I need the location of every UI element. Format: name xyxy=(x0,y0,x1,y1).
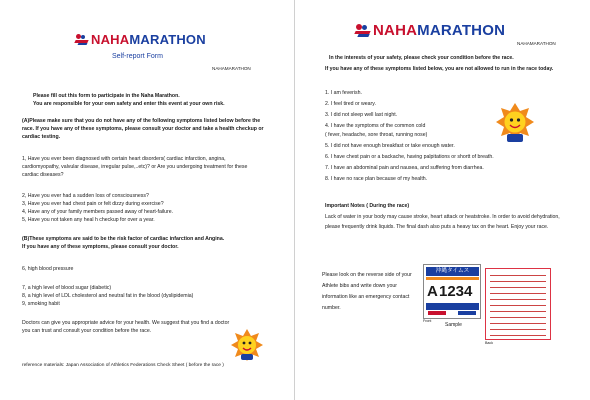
symptom-3: 3. I did not sleep well last night. xyxy=(325,112,398,118)
section-a-line-2: race. If you have any of these symptoms, please consult your doctor and take a health checkup or xyxy=(22,126,264,132)
mascot-icon xyxy=(495,102,535,144)
runner-logo-icon xyxy=(75,34,89,46)
mascot-icon xyxy=(230,328,264,362)
naha-marathon-logo xyxy=(75,32,206,47)
important-notes-line-2: please frequently drink liquids. The final dash also puts a heavy tax on the heart. Enjoy your race. xyxy=(325,224,549,230)
bib-instruction-line-3: information like an emergency contact xyxy=(322,294,410,300)
bib-back-label: Back xyxy=(485,341,493,345)
bib-sponsor-bar xyxy=(426,303,479,310)
question-8: 8, a high level of LDL cholesterol and neutral fat in the blood (dyslipidemia) xyxy=(22,293,194,299)
bib-instruction-line-4: number. xyxy=(322,305,341,311)
bib-blue-mark xyxy=(458,311,476,315)
runner-logo-icon xyxy=(355,24,371,38)
bib-prefix: A xyxy=(427,283,438,300)
bib-back-sample xyxy=(485,268,551,340)
section-b-line-1: (B)These symptoms are said to be the risk factor of cardiac infarction and Angina. xyxy=(22,236,225,242)
bib-number: 1234 xyxy=(439,283,473,300)
important-notes-title: Important Notes ( During the race) xyxy=(325,203,410,209)
logo-naha: NAHA xyxy=(91,32,130,47)
symptom-6: 6. I have chest pain or a backache, having palpitations or shortt of breath. xyxy=(325,154,494,160)
section-a-line-1: (A)Please make sure that you do not have any of the following symptoms listed below before the xyxy=(22,118,261,124)
right-intro-line-1: In the interests of your safety, please check your condition before the race. xyxy=(329,55,514,61)
question-9: 9, smoking habit xyxy=(22,301,60,307)
org-label: NAHAMARATHON xyxy=(212,66,251,71)
intro-line-1: Please fill out this form to participate in the Naha Marathon. xyxy=(33,93,180,99)
symptom-4: 4. I have the symptoms of the common cold xyxy=(325,123,426,129)
advice-line-1: Doctors can give you appropriate advice for your health. We suggest that you find a doctor xyxy=(22,320,230,326)
section-b-line-2: If you have any of these symptoms, please consult your doctor. xyxy=(22,244,179,250)
symptom-7: 7. I have an abdominal pain and nausea, and suffering from diarrhea. xyxy=(325,165,484,171)
important-notes-line-1: Lack of water in your body may cause stroke, heart attack or heatstroke. In order to avoid dehydration, xyxy=(325,214,560,220)
question-6: 6, high blood pressure xyxy=(22,266,74,272)
question-5: 5, Have you not taken any heal h checkup for over a year. xyxy=(22,217,155,223)
bib-front-sample xyxy=(423,264,481,319)
bib-instruction-line-1: Please look on the reverse side of your xyxy=(322,272,412,278)
bib-red-mark xyxy=(428,311,446,315)
bib-stripe xyxy=(426,277,479,280)
question-3: 3, Have you ever had chest pain or felt dizzy during exercise? xyxy=(22,201,164,207)
form-page-right xyxy=(295,0,590,400)
org-label-right: NAHAMARATHON xyxy=(517,41,556,46)
page-subtitle: Self-report Form xyxy=(112,53,163,60)
logo-marathon: MARATHON xyxy=(417,22,506,39)
intro-line-2: You are responsible for your own safety and enter this event at your own risk. xyxy=(33,101,225,107)
symptom-4-detail: ( fever, headache, sore throat, running nose) xyxy=(325,132,428,138)
question-1-line-2: cardiomyopathy, valvular disease, irregular pulse,..etc)? or Are you undergoing treatment for these xyxy=(22,164,248,170)
symptom-8: 8. I have no race plan because of my health. xyxy=(325,176,428,182)
question-4: 4, Have any of your family members passed away of heart-failure. xyxy=(22,209,174,215)
right-intro-line-2: If you have any of these symptoms listed below, you are not allowed to run in the race today. xyxy=(325,66,554,72)
symptom-2: 2. I feel tired or weary. xyxy=(325,101,376,107)
reference-note: reference materials: Japan Association of Athletics Federations Check Sheet ( before the race ) xyxy=(22,363,224,368)
bib-front-label: Front xyxy=(423,319,432,323)
sample-caption: Sample xyxy=(445,322,462,328)
question-2: 2, Have you ever had a sudden loss of consciousness? xyxy=(22,193,149,199)
question-1-line-3: cardiac diseases? xyxy=(22,172,64,178)
advice-line-2: you can trust and consult your condition before the race. xyxy=(22,328,152,334)
section-a-line-3: cardiac testing. xyxy=(22,134,61,140)
logo-naha: NAHA xyxy=(373,22,418,39)
naha-marathon-logo-right xyxy=(355,22,505,39)
logo-marathon: MARATHON xyxy=(129,32,206,47)
bib-brand: 沖縄タイムス xyxy=(426,267,479,276)
symptom-1: 1. I am feverish. xyxy=(325,90,362,96)
bib-instruction-line-2: Athlete bibs and write down your xyxy=(322,283,397,289)
symptom-5: 5. I did not have enough breakfast or take enough water. xyxy=(325,143,455,149)
question-1-line-1: 1, Have you ever been diagnosed with certain heart disorders( cardiac infarction, angina, xyxy=(22,156,226,162)
question-7: 7, a high level of blood sugar (diabetic) xyxy=(22,285,112,291)
